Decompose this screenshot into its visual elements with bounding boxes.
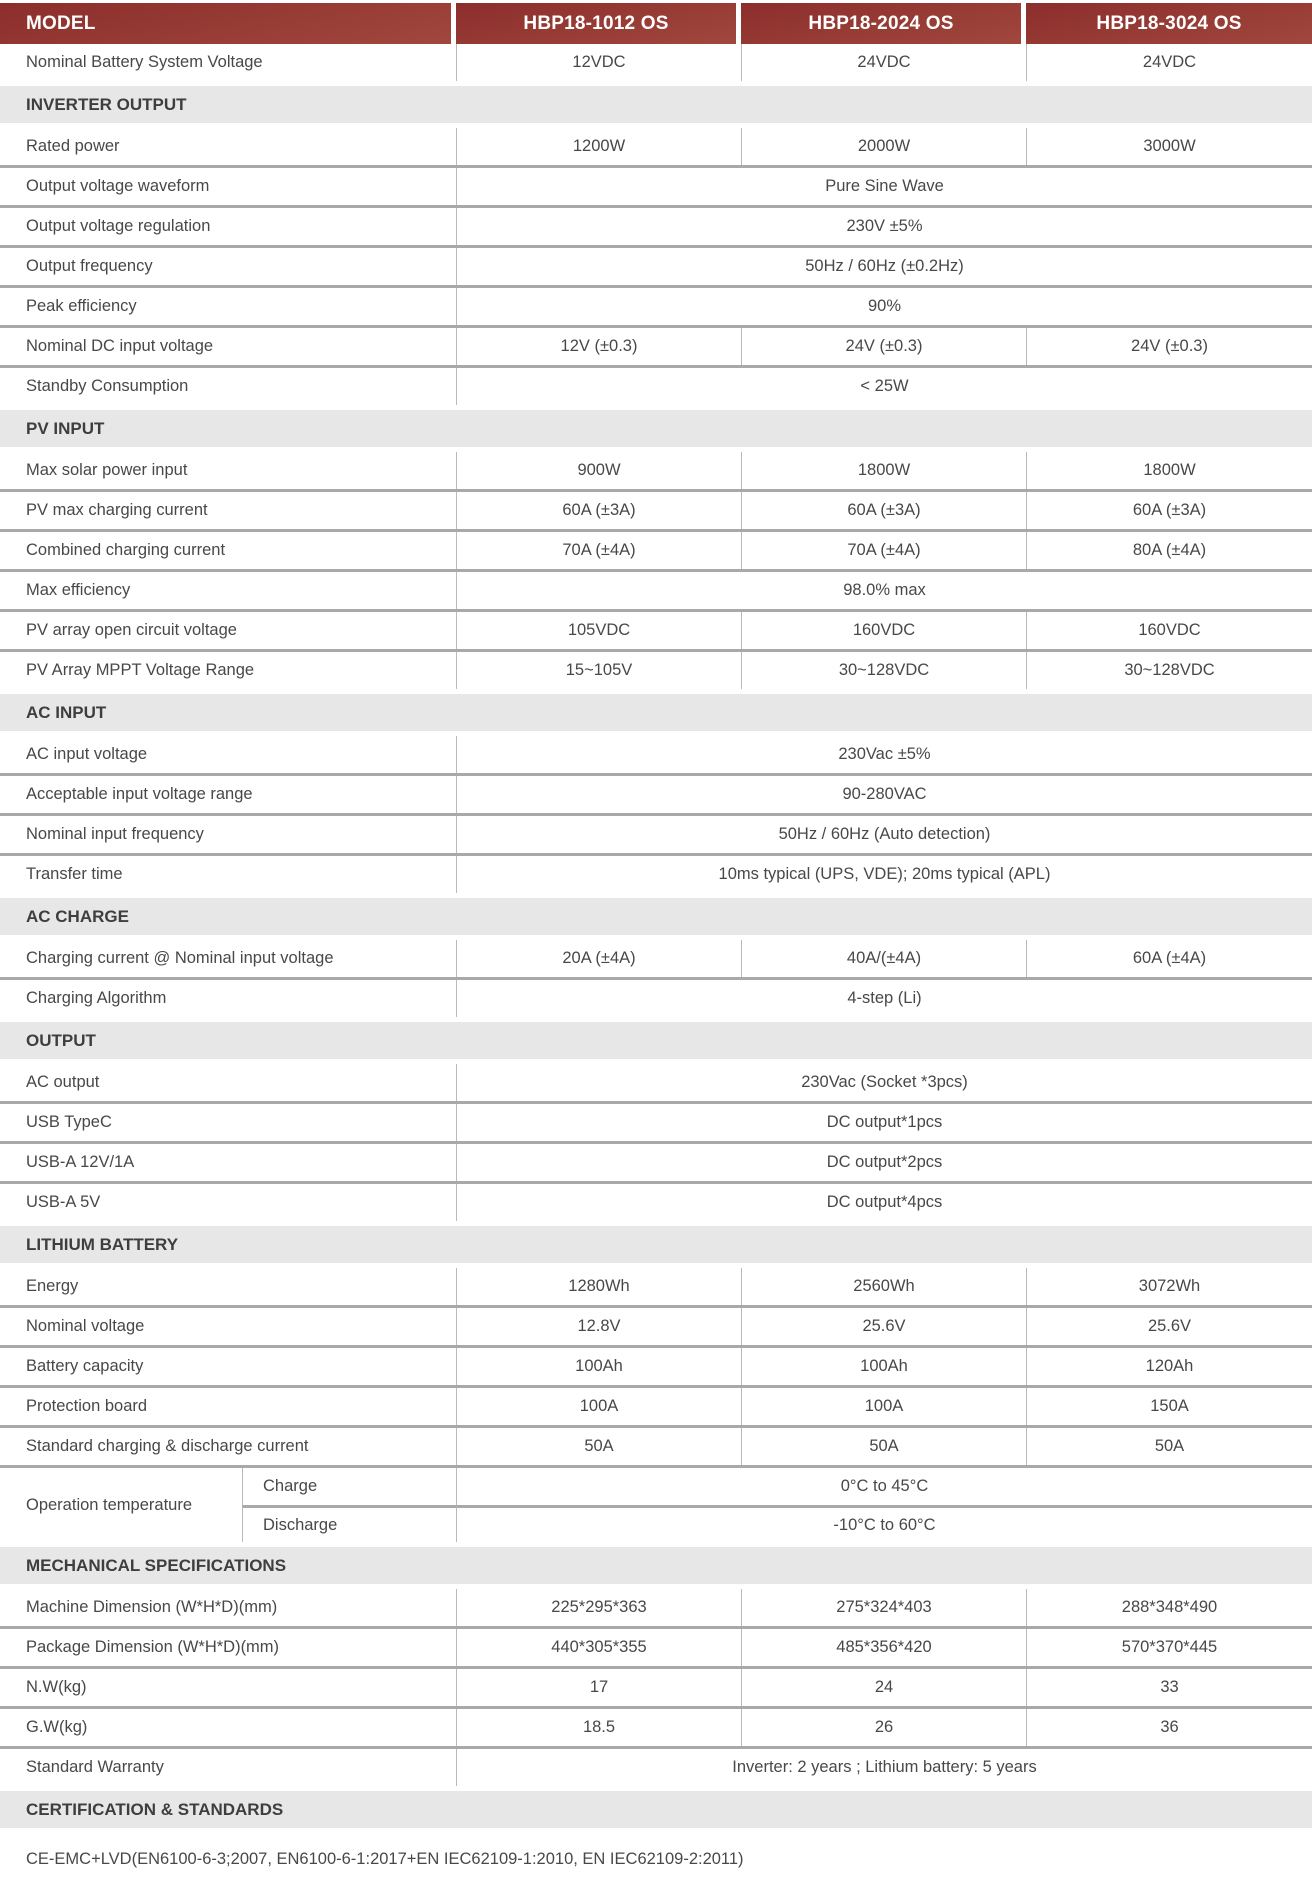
row-value: 20A (±4A)	[456, 940, 741, 977]
spec-row	[0, 1101, 1312, 1141]
row-value: 50A	[1026, 1428, 1312, 1465]
section-rows	[0, 1268, 1312, 1542]
row-value-span: 90-280VAC	[456, 776, 1312, 813]
row-value: 70A (±4A)	[456, 532, 741, 569]
row-label: Nominal DC input voltage	[26, 337, 214, 355]
row-value: 288*348*490	[1026, 1589, 1312, 1626]
row-label: Protection board	[26, 1397, 148, 1415]
spec-row	[0, 44, 1312, 81]
row-value-span: 50Hz / 60Hz (Auto detection)	[456, 816, 1312, 853]
spec-row	[0, 365, 1312, 405]
row-value: 24VDC	[1026, 44, 1312, 81]
row-value-span: 230Vac (Socket *3pcs)	[456, 1064, 1312, 1101]
row-value: 12VDC	[456, 44, 741, 81]
spec-row-group	[0, 1465, 1312, 1542]
row-value-span: 98.0% max	[456, 572, 1312, 609]
row-label: AC output	[26, 1073, 100, 1091]
section-rows	[0, 736, 1312, 893]
row-value: 1800W	[741, 452, 1026, 489]
row-value: 160VDC	[1026, 612, 1312, 649]
row-value: 50A	[741, 1428, 1026, 1465]
row-label: Rated power	[26, 137, 120, 155]
row-label: Max efficiency	[26, 581, 131, 599]
row-value: 24V (±0.3)	[1026, 328, 1312, 365]
spec-row	[0, 325, 1312, 365]
row-label: Standard charging & discharge current	[26, 1437, 309, 1455]
row-label: PV max charging current	[26, 501, 208, 519]
section-rows	[0, 1064, 1312, 1221]
row-value: 900W	[456, 452, 741, 489]
row-value: 33	[1026, 1669, 1312, 1706]
spec-row	[0, 128, 1312, 165]
section-rows	[0, 452, 1312, 689]
row-value: 60A (±3A)	[1026, 492, 1312, 529]
row-value-span: Pure Sine Wave	[456, 168, 1312, 205]
row-value: 60A (±4A)	[1026, 940, 1312, 977]
spec-row	[0, 853, 1312, 893]
row-value: 70A (±4A)	[741, 532, 1026, 569]
spec-row	[0, 569, 1312, 609]
row-value-span: < 25W	[456, 368, 1312, 405]
row-value: 17	[456, 1669, 741, 1706]
row-value: 150A	[1026, 1388, 1312, 1425]
section-header: AC INPUT	[0, 694, 1312, 731]
spec-row	[0, 245, 1312, 285]
row-value: 2560Wh	[741, 1268, 1026, 1305]
row-value: 100Ah	[741, 1348, 1026, 1385]
row-label: Combined charging current	[26, 541, 226, 559]
spec-row	[0, 977, 1312, 1017]
row-value: 3072Wh	[1026, 1268, 1312, 1305]
spec-row	[0, 1385, 1312, 1425]
row-label: USB TypeC	[26, 1113, 112, 1131]
row-value: 30~128VDC	[741, 652, 1026, 689]
row-value: 24VDC	[741, 44, 1026, 81]
spec-row	[0, 609, 1312, 649]
row-value: 80A (±4A)	[1026, 532, 1312, 569]
certification-note: CE-EMC+LVD(EN6100-6-3;2007, EN6100-6-1:2017+EN IEC62109-1:2010, EN IEC62109-2:2011)	[26, 1850, 744, 1868]
row-value: 25.6V	[741, 1308, 1026, 1345]
row-value: 3000W	[1026, 128, 1312, 165]
spec-row	[0, 1626, 1312, 1666]
row-label: Output voltage regulation	[26, 217, 211, 235]
row-value: 100A	[456, 1388, 741, 1425]
row-value: 1800W	[1026, 452, 1312, 489]
row-value: 485*356*420	[741, 1629, 1026, 1666]
row-value: 30~128VDC	[1026, 652, 1312, 689]
row-value: 2000W	[741, 128, 1026, 165]
spec-row	[0, 529, 1312, 569]
row-label: G.W(kg)	[26, 1718, 88, 1736]
section-rows	[0, 128, 1312, 405]
row-value: 160VDC	[741, 612, 1026, 649]
spec-row	[0, 773, 1312, 813]
row-value: 36	[1026, 1709, 1312, 1746]
row-label: Max solar power input	[26, 461, 188, 479]
header-cell-model-1: HBP18-1012 OS	[456, 3, 741, 44]
row-label: Operation temperature	[26, 1495, 193, 1514]
row-label: N.W(kg)	[26, 1678, 87, 1696]
row-value: 120Ah	[1026, 1348, 1312, 1385]
row-value: 18.5	[456, 1709, 741, 1746]
table-header-row	[0, 3, 1312, 44]
section-header: INVERTER OUTPUT	[0, 86, 1312, 123]
row-label: Nominal input frequency	[26, 825, 204, 843]
row-value: 440*305*355	[456, 1629, 741, 1666]
row-label: Acceptable input voltage range	[26, 785, 253, 803]
spec-row	[0, 1141, 1312, 1181]
row-label: Nominal voltage	[26, 1317, 145, 1335]
row-value-span: Inverter: 2 years ; Lithium battery: 5 years	[456, 1749, 1312, 1786]
section-header: OUTPUT	[0, 1022, 1312, 1059]
row-value-span: 4-step (Li)	[456, 980, 1312, 1017]
row-value: 12V (±0.3)	[456, 328, 741, 365]
row-label: Standby Consumption	[26, 377, 189, 395]
spec-row	[0, 1589, 1312, 1626]
row-value: 1200W	[456, 128, 741, 165]
spec-row	[0, 489, 1312, 529]
section-header: MECHANICAL SPECIFICATIONS	[0, 1547, 1312, 1584]
row-value-span: DC output*2pcs	[456, 1144, 1312, 1181]
row-label: Charging Algorithm	[26, 989, 167, 1007]
row-value: 1280Wh	[456, 1268, 741, 1305]
spec-row	[0, 1181, 1312, 1221]
section-rows	[0, 940, 1312, 1017]
spec-row	[0, 1746, 1312, 1786]
row-value: 25.6V	[1026, 1308, 1312, 1345]
row-value-span: 50Hz / 60Hz (±0.2Hz)	[456, 248, 1312, 285]
row-value: 40A/(±4A)	[741, 940, 1026, 977]
spec-row	[0, 205, 1312, 245]
spec-row	[0, 1345, 1312, 1385]
spec-row	[0, 1666, 1312, 1706]
row-label: Nominal Battery System Voltage	[26, 53, 263, 71]
row-value: 60A (±3A)	[741, 492, 1026, 529]
section-rows	[0, 1589, 1312, 1786]
row-value-span: DC output*1pcs	[456, 1104, 1312, 1141]
section-header: CERTIFICATION & STANDARDS	[0, 1791, 1312, 1828]
row-value-span: 90%	[456, 288, 1312, 325]
header-cell-model: MODEL	[0, 3, 456, 44]
row-label: Output voltage waveform	[26, 177, 210, 195]
spec-row	[0, 1064, 1312, 1101]
row-label: Transfer time	[26, 865, 123, 883]
row-sublabel: Discharge	[242, 1505, 456, 1542]
row-label: PV array open circuit voltage	[26, 621, 237, 639]
spec-row	[0, 452, 1312, 489]
row-value: -10°C to 60°C	[456, 1505, 1312, 1542]
spec-row	[0, 1268, 1312, 1305]
row-label: AC input voltage	[26, 745, 148, 763]
row-label: Machine Dimension (W*H*D)(mm)	[26, 1598, 278, 1616]
row-label: USB-A 5V	[26, 1193, 101, 1211]
spec-row	[0, 1706, 1312, 1746]
row-label: PV Array MPPT Voltage Range	[26, 661, 255, 679]
row-value: 0°C to 45°C	[456, 1468, 1312, 1505]
spec-row	[0, 736, 1312, 773]
row-sublabel: Charge	[242, 1468, 456, 1505]
spec-row	[0, 940, 1312, 977]
row-label: USB-A 12V/1A	[26, 1153, 135, 1171]
spec-row	[0, 813, 1312, 853]
spec-row	[0, 285, 1312, 325]
spec-row	[0, 165, 1312, 205]
spec-row	[0, 649, 1312, 689]
section-header: LITHIUM BATTERY	[0, 1226, 1312, 1263]
section-header: PV INPUT	[0, 410, 1312, 447]
header-cell-model-3: HBP18-3024 OS	[1026, 3, 1312, 44]
row-label: Charging current @ Nominal input voltage	[26, 949, 334, 967]
row-value: 50A	[456, 1428, 741, 1465]
row-label: Standard Warranty	[26, 1758, 164, 1776]
row-label: Output frequency	[26, 257, 153, 275]
row-value: 12.8V	[456, 1308, 741, 1345]
spec-row	[0, 1305, 1312, 1345]
row-value: 105VDC	[456, 612, 741, 649]
section-header: AC CHARGE	[0, 898, 1312, 935]
row-value: 100Ah	[456, 1348, 741, 1385]
row-value: 15~105V	[456, 652, 741, 689]
row-value-span: DC output*4pcs	[456, 1184, 1312, 1221]
row-value: 275*324*403	[741, 1589, 1026, 1626]
row-value: 24V (±0.3)	[741, 328, 1026, 365]
row-label: Package Dimension (W*H*D)(mm)	[26, 1638, 280, 1656]
row-value: 26	[741, 1709, 1026, 1746]
header-cell-model-2: HBP18-2024 OS	[741, 3, 1026, 44]
row-value: 570*370*445	[1026, 1629, 1312, 1666]
section-rows	[0, 44, 1312, 81]
row-value: 60A (±3A)	[456, 492, 741, 529]
row-label: Peak efficiency	[26, 297, 137, 315]
spec-row	[0, 1425, 1312, 1465]
row-value: 100A	[741, 1388, 1026, 1425]
row-value-span: 230Vac ±5%	[456, 736, 1312, 773]
row-value: 225*295*363	[456, 1589, 741, 1626]
row-label: Battery capacity	[26, 1357, 144, 1375]
row-value: 24	[741, 1669, 1026, 1706]
row-value-span: 10ms typical (UPS, VDE); 20ms typical (APL)	[456, 856, 1312, 893]
row-value-span: 230V ±5%	[456, 208, 1312, 245]
spec-sections	[0, 44, 1312, 1881]
row-label: Energy	[26, 1277, 79, 1295]
